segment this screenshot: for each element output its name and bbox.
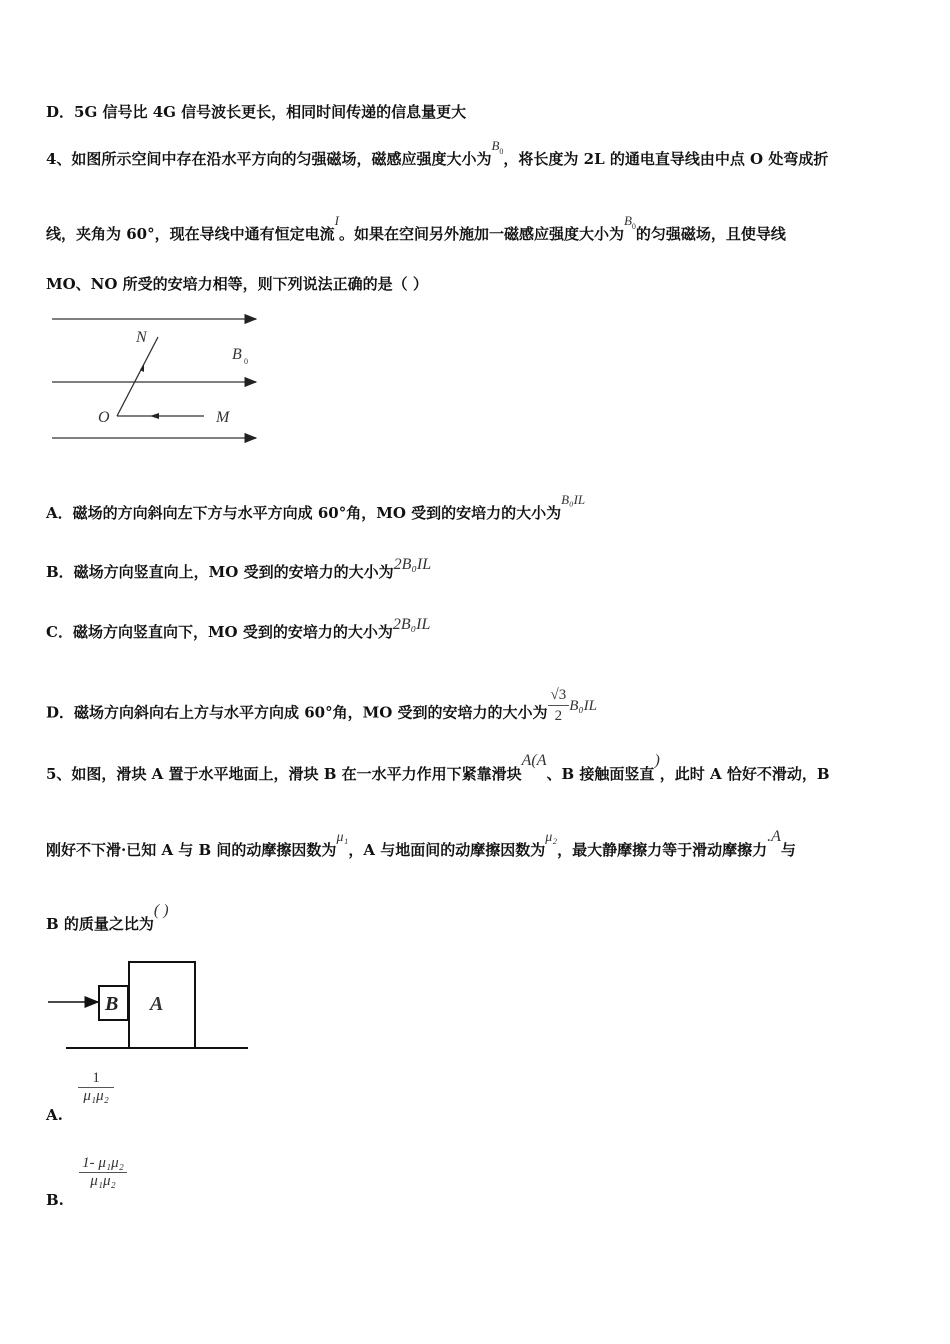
current-symbol: I xyxy=(334,213,339,228)
answer-expr: 2B₀IL xyxy=(393,556,432,573)
q5-line-1 xyxy=(46,752,830,785)
label-o: O xyxy=(98,409,110,426)
q4-line-3: MO、NO 所受的安培力相等，则下列说法正确的是（ ） xyxy=(46,275,428,293)
q4-text: ，将长度为 2L 的通电直导线由中点 O 处弯成折 xyxy=(503,150,829,168)
q4-option-a: A．磁场的方向斜向左下方与水平方向成 60°角，MO 受到的安培力的大小为B₀IL xyxy=(46,492,586,522)
q4-text: 线，夹角为 60°，现在导线中通有恒定电流 xyxy=(46,225,335,243)
label-n: N xyxy=(136,329,147,346)
q4-magnetic-field-diagram xyxy=(46,308,266,448)
label-a: A xyxy=(150,993,164,1015)
q5-text: B 的质量之比为 xyxy=(46,915,154,933)
option-fraction: $\frac{\text{1- μ₁μ₂}}{\text{μ₁μ₂}}$ xyxy=(79,1155,127,1190)
q5-text: 、B 接触面竖直 xyxy=(546,765,655,783)
label-b0: B xyxy=(232,346,242,363)
answer-paren: ( ) xyxy=(153,902,169,919)
answer-expr: B₀IL xyxy=(561,492,586,507)
q4-option-d: D．磁场方向斜向右上方与水平方向成 60°角，MO 受到的安培力的大小为 $\frac{√3}{2}$ B₀IL xyxy=(46,687,597,724)
math-paren: ) xyxy=(654,752,660,769)
option-label: B. xyxy=(46,1190,64,1209)
mu1-symbol: μ₁ xyxy=(336,830,349,845)
math-expr: A(A xyxy=(521,752,547,769)
label-b: B xyxy=(105,993,119,1015)
prev-option-d: D．5G 信号比 4G 信号波长更长，相同时间传递的信息量更大 xyxy=(46,103,467,121)
q5-text: ，最大静摩擦力等于滑动摩擦力 xyxy=(557,841,768,859)
mu2-symbol: μ₂ xyxy=(545,830,558,845)
q4-option-b: B．磁场方向竖直向上，MO 受到的安培力的大小为2B₀IL xyxy=(46,556,432,581)
q5-blocks-diagram xyxy=(46,955,256,1055)
b0-symbol: $B_0$ xyxy=(623,213,636,231)
q5-option-b xyxy=(46,1155,127,1209)
q5-line-2 xyxy=(46,828,796,862)
q4-option-c: C．磁场方向竖直向下，MO 受到的安培力的大小为2B₀IL xyxy=(46,616,431,641)
answer-fraction: $\frac{√3}{2}$ xyxy=(548,685,570,726)
q4-line-1 xyxy=(46,138,829,172)
svg-text:0: 0 xyxy=(244,357,248,366)
q5-text: 与 xyxy=(780,841,796,859)
b0-symbol: $B_0$ xyxy=(491,138,504,156)
q5-text: 5、如图，滑块 A 置于水平地面上，滑块 B 在一水平力作用下紧靠滑块 xyxy=(46,765,522,783)
q5-text: ，A 与地面间的动摩擦因数为 xyxy=(348,841,546,859)
q5-line-3 xyxy=(46,902,169,935)
q5-option-a xyxy=(46,1070,114,1124)
q4-text: 4、如图所示空间中存在沿水平方向的匀强磁场，磁感应强度大小为 xyxy=(46,150,492,168)
option-fraction: $\frac{1}{\text{μ₁μ₂}}$ xyxy=(78,1070,114,1105)
label-m: M xyxy=(216,409,230,426)
q5-text: 刚好不下滑·已知 A 与 B 间的动摩擦因数为 xyxy=(46,841,337,859)
option-label: A. xyxy=(46,1105,63,1124)
q4-text: 的匀强磁场，且使导线 xyxy=(635,225,786,243)
q4-text: 。如果在空间另外施加一磁感应强度大小为 xyxy=(338,225,624,243)
q4-line-2 xyxy=(46,213,786,247)
answer-expr: 2B₀IL xyxy=(392,616,431,633)
q5-text: ，此时 A 恰好不滑动，B xyxy=(659,765,830,783)
math-expr: .A xyxy=(767,828,781,845)
